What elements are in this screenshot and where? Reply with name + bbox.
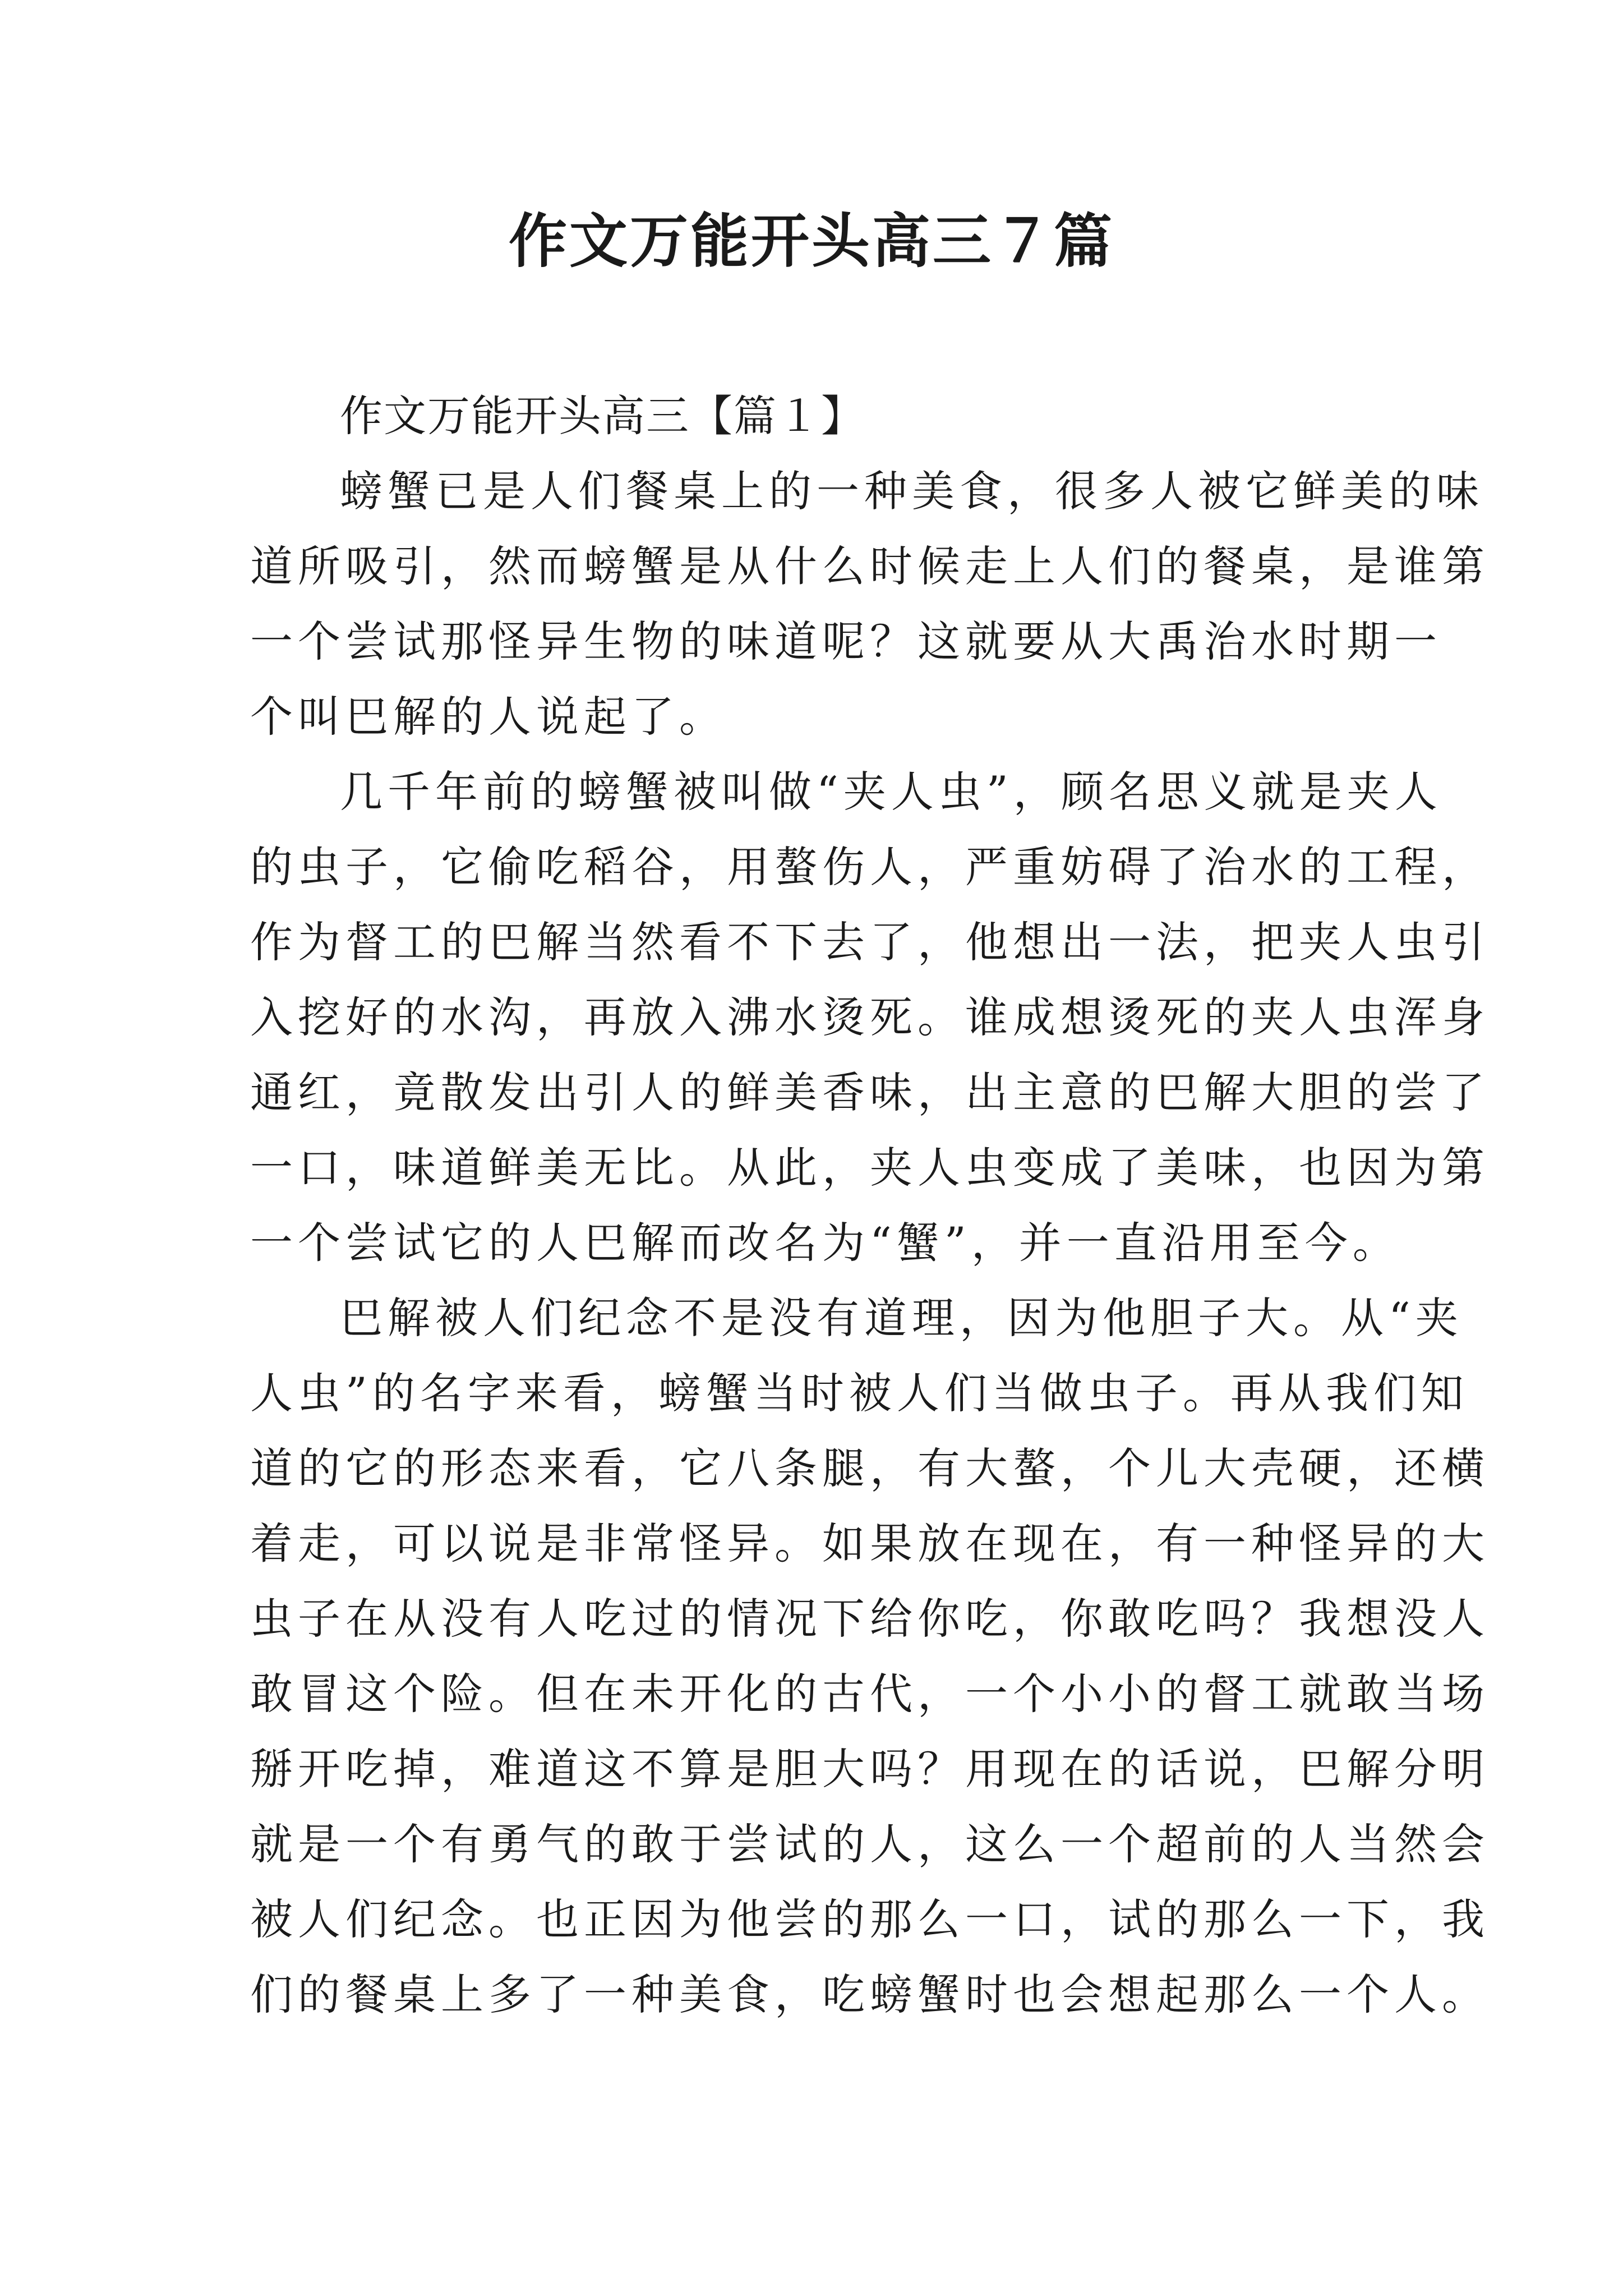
paragraph-line: 被人们纪念。也正因为他尝的那么一口，试的那么一下，我	[250, 1894, 1490, 1944]
paragraph-line: 道所吸引，然而螃蟹是从什么时候走上人们的餐桌，是谁第	[250, 541, 1490, 591]
paragraph-line: 入挖好的水沟，再放入沸水烫死。谁成想烫死的夹人虫浑身	[250, 992, 1490, 1042]
document-body	[250, 379, 1490, 2032]
paragraph-line: 虫子在从没有人吃过的情况下给你吃，你敢吃吗？我想没人	[250, 1594, 1490, 1644]
paragraph-line: 作为督工的巴解当然看不下去了，他想出一法，把夹人虫引	[250, 917, 1490, 967]
paragraph-line: 螃蟹已是人们餐桌上的一种美食，很多人被它鲜美的味	[340, 466, 1484, 516]
paragraph-line: 敢冒这个险。但在未开化的古代，一个小小的督工就敢当场	[250, 1669, 1490, 1719]
paragraph-2	[250, 754, 1490, 1281]
paragraph-line: 个叫巴解的人说起了。	[250, 692, 727, 742]
paragraph-line: 通红，竟散发出引人的鲜美香味，出主意的巴解大胆的尝了	[250, 1068, 1490, 1117]
paragraph-1	[250, 454, 1490, 754]
document-title: 作文万能开头高三７篇	[508, 206, 1114, 275]
paragraph-line: 人虫”的名字来看，螃蟹当时被人们当做虫子。再从我们知	[250, 1368, 1469, 1418]
paragraph-line: 一个尝试那怪异生物的味道呢？这就要从大禹治水时期一	[250, 616, 1442, 666]
paragraph-line: 的虫子，它偷吃稻谷，用螯伤人，严重妨碍了治水的工程，	[250, 842, 1490, 892]
paragraph-line: 几千年前的螃蟹被叫做“夹人虫”，顾名思义就是夹人	[340, 767, 1442, 817]
paragraph-line: 掰开吃掉，难道这不算是胆大吗？用现在的话说，巴解分明	[250, 1744, 1490, 1794]
paragraph-line: 一个尝试它的人巴解而改名为“蟹”，并一直沿用至今。	[250, 1218, 1400, 1268]
paragraph-3	[250, 1281, 1490, 2032]
paragraph-line: 就是一个有勇气的敢于尝试的人，这么一个超前的人当然会	[250, 1819, 1490, 1869]
paragraph-line: 们的餐桌上多了一种美食，吃螃蟹时也会想起那么一个人。	[250, 1970, 1490, 2019]
paragraph-line: 一口，味道鲜美无比。从此，夹人虫变成了美味，也因为第	[250, 1143, 1490, 1193]
paragraph-line: 道的它的形态来看，它八条腿，有大螯，个儿大壳硬，还横	[250, 1443, 1490, 1493]
paragraph-line: 巴解被人们纪念不是没有道理，因为他胆子大。从“夹	[340, 1293, 1463, 1343]
section-heading: 作文万能开头高三【篇１】	[340, 391, 865, 441]
paragraph-line: 着走，可以说是非常怪异。如果放在现在，有一种怪异的大	[250, 1519, 1490, 1568]
